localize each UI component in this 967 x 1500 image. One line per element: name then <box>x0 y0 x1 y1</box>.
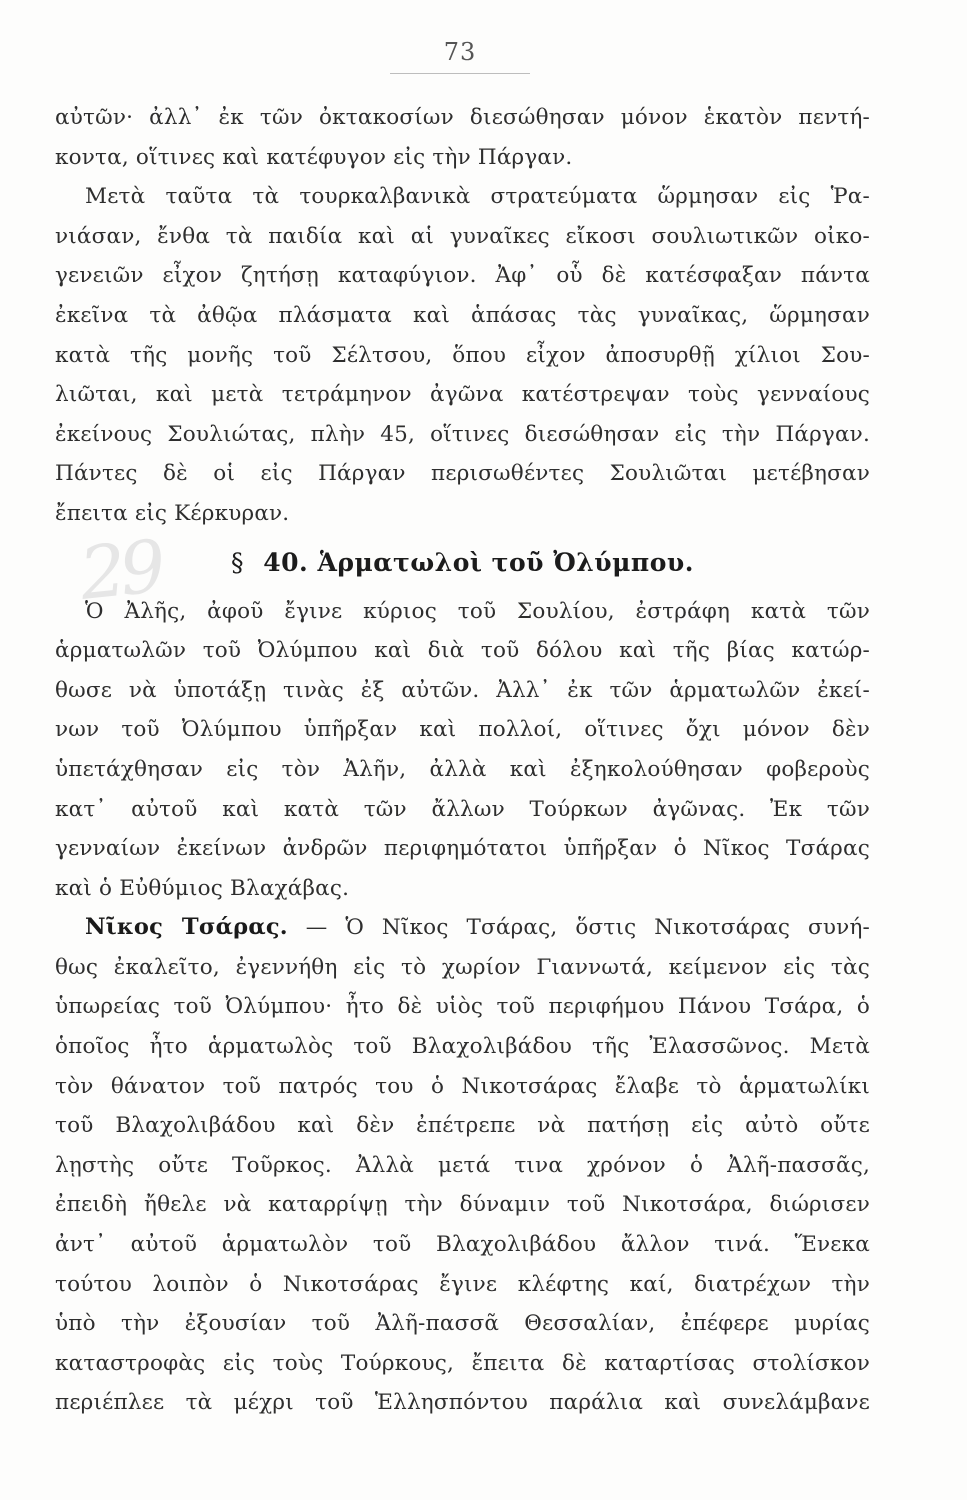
subhead-line <box>55 908 870 948</box>
section-sign: § <box>231 547 245 577</box>
body-line: λῃστὴς οὔτε Τοῦρκος. Ἀλλὰ μετά τινα χρόνον ὁ Ἀλῆ-πασσᾶς, <box>55 1152 870 1178</box>
body-line: Ὁ Ἀλῆς, ἀφοῦ ἔγινε κύριος τοῦ Σουλίου, ἐστράφη κατὰ τῶν <box>85 598 870 624</box>
body-line: τούτου λοιπὸν ὁ Νικοτσάρας ἔγινε κλέφτης καί, διατρέχων τὴν <box>55 1271 870 1297</box>
body-line: θως ἐκαλεῖτο, ἐγεννήθη εἰς τὸ χωρίον Γιαννωτά, κείμενον εἰς τὰς <box>55 954 870 980</box>
subhead-text: Ὁ Νῖκος Τσάρας, ὅστις Νικοτσάρας συνή- <box>345 915 870 941</box>
body-line: αὐτῶν· ἀλλ᾽ ἐκ τῶν ὀκτακοσίων διεσώθησαν μόνον ἑκατὸν πεντή- <box>55 105 870 130</box>
body-line: κατ᾽ αὐτοῦ καὶ κατὰ τῶν ἄλλων Τούρκων ἀγῶνας. Ἐκ τῶν <box>55 796 870 822</box>
body-line: ἐπειδὴ ἤθελε νὰ καταρρίψῃ τὴν δύναμιν τοῦ Νικοτσάρα, διώρισεν <box>55 1192 870 1218</box>
body-line: καὶ ὁ Εὐθύμιος Βλαχάβας. <box>55 875 350 901</box>
body-line: ὑπετάχθησαν εἰς τὸν Ἀλῆν, ἀλλὰ καὶ ἐξηκολούθησαν φοβεροὺς <box>55 756 870 782</box>
body-line: ἐκεῖνα τὰ ἀθῷα πλάσματα καὶ ἁπάσας τὰς γυναῖκας, ὥρμησαν <box>55 302 870 328</box>
section-number: 40. <box>263 547 309 577</box>
subhead-name: Νῖκος Τσάρας. <box>85 914 288 941</box>
body-line: ἀντ᾽ αὐτοῦ ἁρματωλὸν τοῦ Βλαχολιβάδου ἄλλον τινά. Ἕνεκα <box>55 1232 870 1258</box>
body-line: γενειῶν εἶχον ζητήσῃ καταφύγιον. Ἀφ᾽ οὗ δὲ κατέσφαξαν πάντα <box>55 263 870 289</box>
body-line: θωσε νὰ ὑποτάξῃ τινὰς ἐξ αὐτῶν. Ἀλλ᾽ ἐκ τῶν ἁρματωλῶν ἐκεί- <box>55 677 870 703</box>
body-line: κατὰ τῆς μονῆς τοῦ Σέλτσου, ὅπου εἶχον ἀποσυρθῇ χίλιοι Σου- <box>55 342 870 368</box>
body-line: ὑπὸ τὴν ἐξουσίαν τοῦ Ἀλῆ-πασσᾶ Θεσσαλίαν, ἐπέφερε μυρίας <box>55 1311 870 1337</box>
body-line: νιάσαν, ἔνθα τὰ παιδία καὶ αἱ γυναῖκες εἴκοσι σουλιωτικῶν οἰκο- <box>55 223 870 249</box>
page-body <box>55 98 870 1423</box>
body-line: ἔπειτα εἰς Κέρκυραν. <box>55 500 290 526</box>
body-line: ὑπωρείας τοῦ Ὀλύμπου· ἦτο δὲ υἱὸς τοῦ περιφήμου Πάνου Τσάρα, ὁ <box>55 994 870 1020</box>
section-heading <box>55 534 870 592</box>
body-line: νων τοῦ Ὀλύμπου ὑπῆρξαν καὶ πολλοί, οἵτινες ὄχι μόνον δὲν <box>55 717 870 743</box>
section-title: Ἁρματωλοὶ τοῦ Ὀλύμπου. <box>317 547 694 577</box>
header-rule <box>390 73 530 74</box>
body-line: περιέπλεε τὰ μέχρι τοῦ Ἑλλησπόντου παράλια καὶ συνελάμβανε <box>55 1390 870 1416</box>
body-line: ἁρματωλῶν τοῦ Ὀλύμπου καὶ διὰ τοῦ δόλου καὶ τῆς βίας κατώρ- <box>55 638 870 664</box>
pencil-margin-note: 29 <box>75 524 164 616</box>
body-line: κοντα, οἵτινες καὶ κατέφυγον εἰς τὴν Πάργαν. <box>55 144 573 170</box>
body-line: ὁποῖος ἦτο ἁρματωλὸς τοῦ Βλαχολιβάδου τῆς Ἐλασσῶνος. Μετὰ <box>55 1034 870 1060</box>
body-line: καταστροφὰς εἰς τοὺς Τούρκους, ἔπειτα δὲ καταρτίσας στολίσκον <box>55 1350 870 1376</box>
body-line: τὸν θάνατον τοῦ πατρός του ὁ Νικοτσάρας ἔλαβε τὸ ἁρματωλίκι <box>55 1073 870 1099</box>
body-line: λιῶται, καὶ μετὰ τετράμηνον ἀγῶνα κατέστρεψαν τοὺς γενναίους <box>55 382 870 408</box>
body-line: τοῦ Βλαχολιβάδου καὶ δὲν ἐπέτρεπε νὰ πατήσῃ εἰς αὐτὸ οὔτε <box>55 1113 870 1139</box>
body-line: Πάντες δὲ οἱ εἰς Πάργαν περισωθέντες Σουλιῶται μετέβησαν <box>55 461 870 487</box>
page-number: 73 <box>443 38 477 66</box>
body-line: ἐκείνους Σουλιώτας, πλὴν 45, οἵτινες διεσώθησαν εἰς τὴν Πάργαν. <box>55 421 870 447</box>
body-line: Μετὰ ταῦτα τὰ τουρκαλβανικὰ στρατεύματα ὥρμησαν εἰς Ῥα- <box>85 184 870 210</box>
subhead-dash: — <box>287 915 346 941</box>
body-line: γενναίων ἐκείνων ἀνδρῶν περιφημότατοι ὑπῆρξαν ὁ Νῖκος Τσάρας <box>55 836 870 862</box>
